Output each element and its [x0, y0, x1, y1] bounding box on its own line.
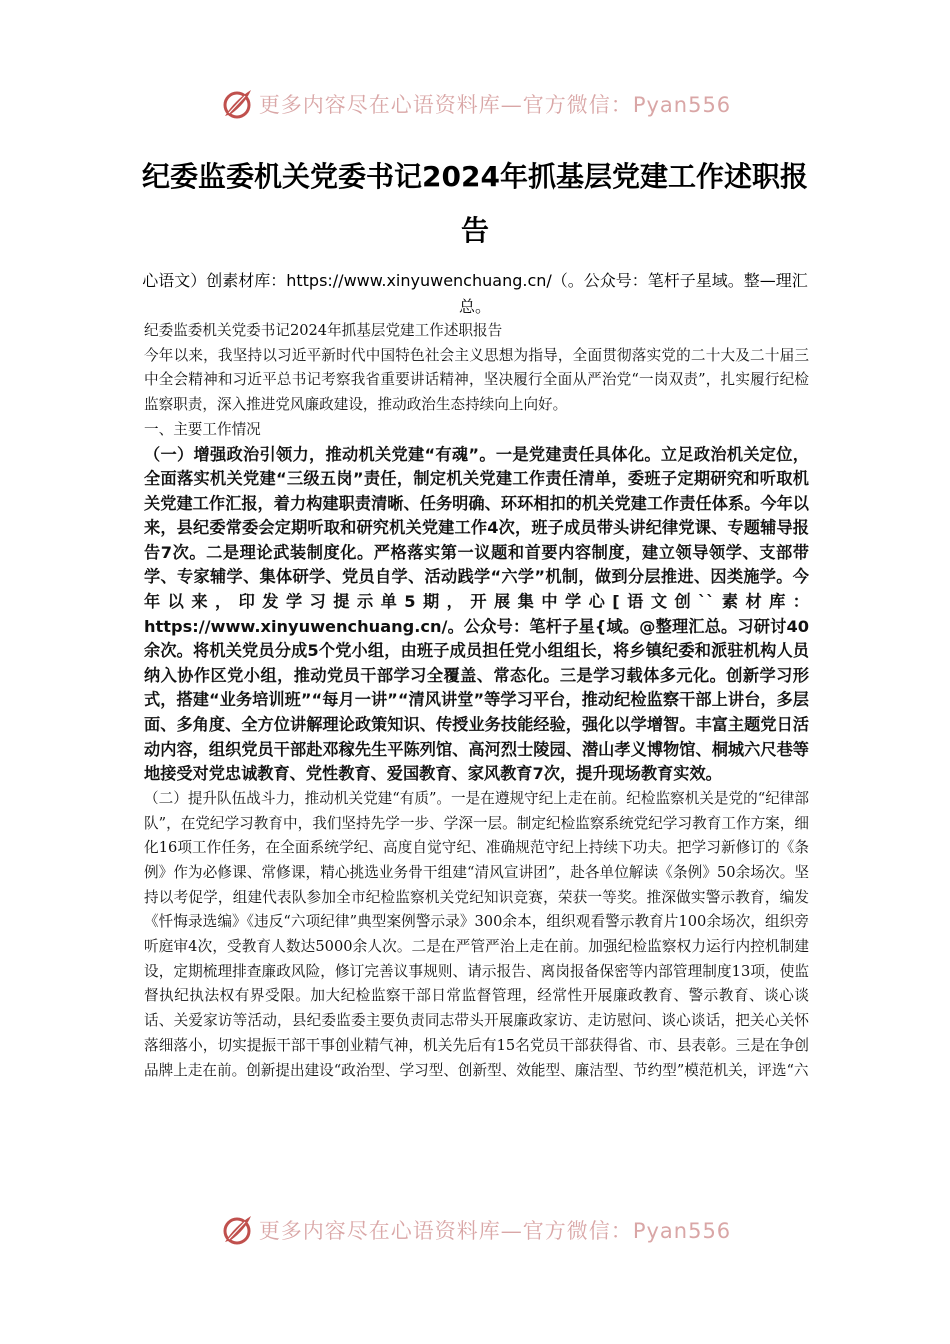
paragraph-team-capability: （二）提升队伍战斗力，推动机关党建“有质”。一是在遵规守纪上走在前。纪检监察机关是党的“纪律部队”，在党纪学习教育中，我们坚持先学一步、学深一层。制定纪检监察系统党纪学习教育工作方案，细化16项工作任务，在全面系统学纪、高度自觉守纪、准确规范守纪上持续下功夫。把学习新修订的《条例》作为必修课、常修课，精心挑选业务骨干组建“清风宣讲团”，赴各单位解读《条例》50余场次。坚持以考促学，组建代表队参加全市纪检监察机关党纪知识竞赛，荣获一等奖。推深做实警示教育，编发《忏悔录选编》《违反“六项纪律”典型案例警示录》300余本，组织观看警示教育片100余场次，组织旁听庭审4次，受教育人数达5000余人次。二是在严管严治上走在前。加强纪检监察权力运行内控机制建设，定期梳理排查廉政风险，修订完善议事规则、请示报告、离岗报备保密等内部管理制度13项，使监督执纪执法权有界受限。加大纪检监察干部日常监督管理，经常性开展廉政教育、警示教育、谈心谈话、关爱家访等活动，县纪委监委主要负责同志带头开展廉政家访、走访慰问、谈心谈话，把关心关怀落细落小，切实提振干部干事创业精气神，机关先后有15名党员干部获得省、市、县表彰。三是在争创品牌上走在前。创新提出建设“政治型、学习型、创新型、效能型、廉洁型、节约型”模范机关，评选“六 [144, 789, 809, 1079]
wechat-id: Pyan556 [632, 1219, 732, 1243]
source-line: 心语文）创素材库：https://www.xinyuwenchuang.cn/（。公众号：笔杆子星域。整—理汇总。 [142, 271, 808, 316]
intro-paragraph: 今年以来，我坚持以习近平新时代中国特色社会主义思想为指导，全面贯彻落实党的二十大及二十届三中全会精神和习近平总书记考察我省重要讲话精神，坚决履行全面从严治党“一岗双责”，扎实履行纪检监察职责，深入推进党风廉政建设，推动政治生态持续向上向好。 [144, 346, 809, 414]
banner-text: 更多内容尽在心语资料库—官方微信：Pyan556 [258, 93, 732, 117]
paragraph-political-leadership: （一）增强政治引领力，推动机关党建“有魂”。一是党建责任具体化。立足政治机关定位，全面落实机关党建“三级五岗”责任，制定机关党建工作责任清单，委班子定期研究和听取机关党建工作汇报，着力构建职责清晰、任务明确、环环相扣的机关党建工作责任体系。今年以来，县纪委常委会定期听取和研究机关党建工作4次，班子成员带头讲纪律党课、专题辅导报告7次。二是理论武装制度化。严格落实第一议题和首要内容制度，建立领导领学、支部带学、专家辅学、集体研学、党员自学、活动践学“六学”机制，做到分层推进、因类施学。今年以来，印发学习提示单5期，开展集中学心[语文创``素材库：https://www.xinyuwenchuang.cn/。公众号：笔杆子星{域。@整理汇总。习研讨40余次。将机关党员分成5个党小组，由班子成员担任党小组组长，将乡镇纪委和派驻机构人员纳入协作区党小组，推动党员干部学习全覆盖、常态化。三是学习载体多元化。创新学习形式，搭建“业务培训班”“每月一讲”“清风讲堂”等学习平台，推动纪检监察干部上讲台，多层面、多角度、全方位讲解理论政策知识、传授业务技能经验，强化以学增智。丰富主题党日活动内容，组织党员干部赴邓稼先生平陈列馆、高河烈士陵园、潜山孝义博物馆、桐城六尺巷等地接受对党忠诚教育、党性教育、爱国教育、家风教育7次，提升现场教育实效。 [144, 444, 809, 784]
subtitle-line: 纪委监委机关党委书记2024年抓基层党建工作述职报告 [144, 322, 503, 339]
section-heading: 一、主要工作情况 [144, 420, 261, 438]
feather-logo-icon [219, 1212, 255, 1248]
feather-logo-icon [219, 86, 255, 122]
wechat-id: Pyan556 [632, 93, 732, 117]
banner-text: 更多内容尽在心语资料库—官方微信：Pyan556 [258, 1219, 732, 1243]
footer-banner[interactable] [0, 1208, 950, 1252]
header-banner[interactable] [0, 82, 950, 126]
document-title: 纪委监委机关党委书记2024年抓基层党建工作述职报告 [142, 160, 808, 247]
document-body [144, 319, 809, 1083]
